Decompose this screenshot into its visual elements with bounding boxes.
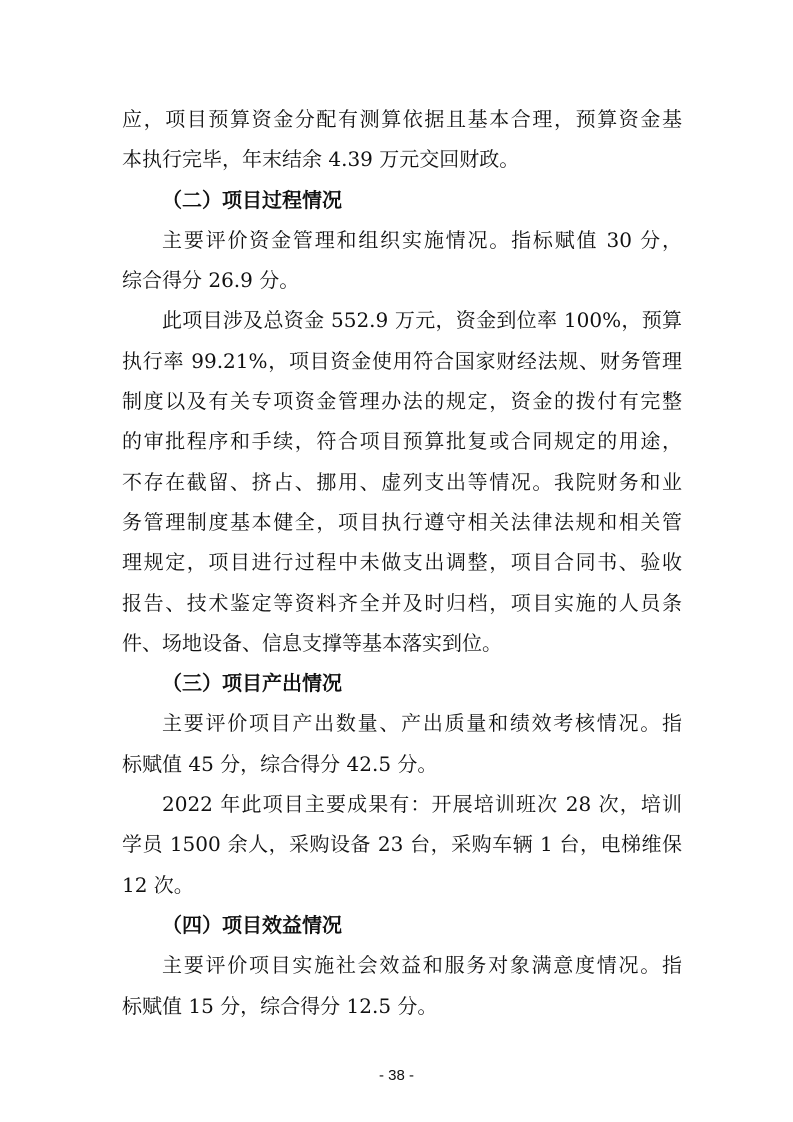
body-text-line: 标赋值 45 分，综合得分 42.5 分。 bbox=[122, 751, 438, 776]
section-heading: （三）项目产出情况 bbox=[162, 671, 342, 696]
body-text-line: 不存在截留、挤占、挪用、虚列支出等情况。我院财务和业 bbox=[122, 469, 682, 494]
body-text-line: 件、场地设备、信息支撑等基本落实到位。 bbox=[122, 630, 502, 655]
body-text-line: 主要评价资金管理和组织实施情况。指标赋值 30 分， bbox=[162, 227, 682, 252]
body-text-line: 标赋值 15 分，综合得分 12.5 分。 bbox=[122, 993, 438, 1018]
document-body bbox=[122, 99, 682, 1026]
body-text-line: 此项目涉及总资金 552.9 万元，资金到位率 100%，预算 bbox=[162, 308, 682, 333]
body-text-line: 综合得分 26.9 分。 bbox=[122, 268, 300, 293]
section-heading: （二）项目过程情况 bbox=[162, 187, 342, 212]
body-text-line: 理规定，项目进行过程中未做支出调整，项目合同书、验收 bbox=[122, 550, 682, 575]
body-text-line: 制度以及有关专项资金管理办法的规定，资金的拨付有完整 bbox=[122, 389, 682, 414]
body-text-line: 主要评价项目产出数量、产出质量和绩效考核情况。指 bbox=[162, 711, 682, 736]
body-text-line: 报告、技术鉴定等资料齐全并及时归档，项目实施的人员条 bbox=[122, 590, 682, 615]
body-text-line: 执行率 99.21%，项目资金使用符合国家财经法规、财务管理 bbox=[122, 348, 682, 373]
body-text-line: 主要评价项目实施社会效益和服务对象满意度情况。指 bbox=[162, 953, 682, 978]
body-text-line: 务管理制度基本健全，项目执行遵守相关法律法规和相关管 bbox=[122, 509, 682, 534]
page-number: - 38 - bbox=[378, 1067, 414, 1084]
body-text-line: 应，项目预算资金分配有测算依据且基本合理，预算资金基 bbox=[122, 107, 682, 131]
section-heading: （四）项目效益情况 bbox=[162, 912, 342, 937]
body-text-line: 12 次。 bbox=[122, 872, 194, 897]
body-text-line: 本执行完毕，年末结余 4.39 万元交回财政。 bbox=[122, 147, 520, 172]
body-text-line: 学员 1500 余人，采购设备 23 台，采购车辆 1 台，电梯维保 bbox=[122, 832, 682, 857]
body-text-line: 2022 年此项目主要成果有：开展培训班次 28 次，培训 bbox=[162, 792, 682, 817]
body-text-line: 的审批程序和手续，符合项目预算批复或合同规定的用途， bbox=[122, 429, 682, 454]
